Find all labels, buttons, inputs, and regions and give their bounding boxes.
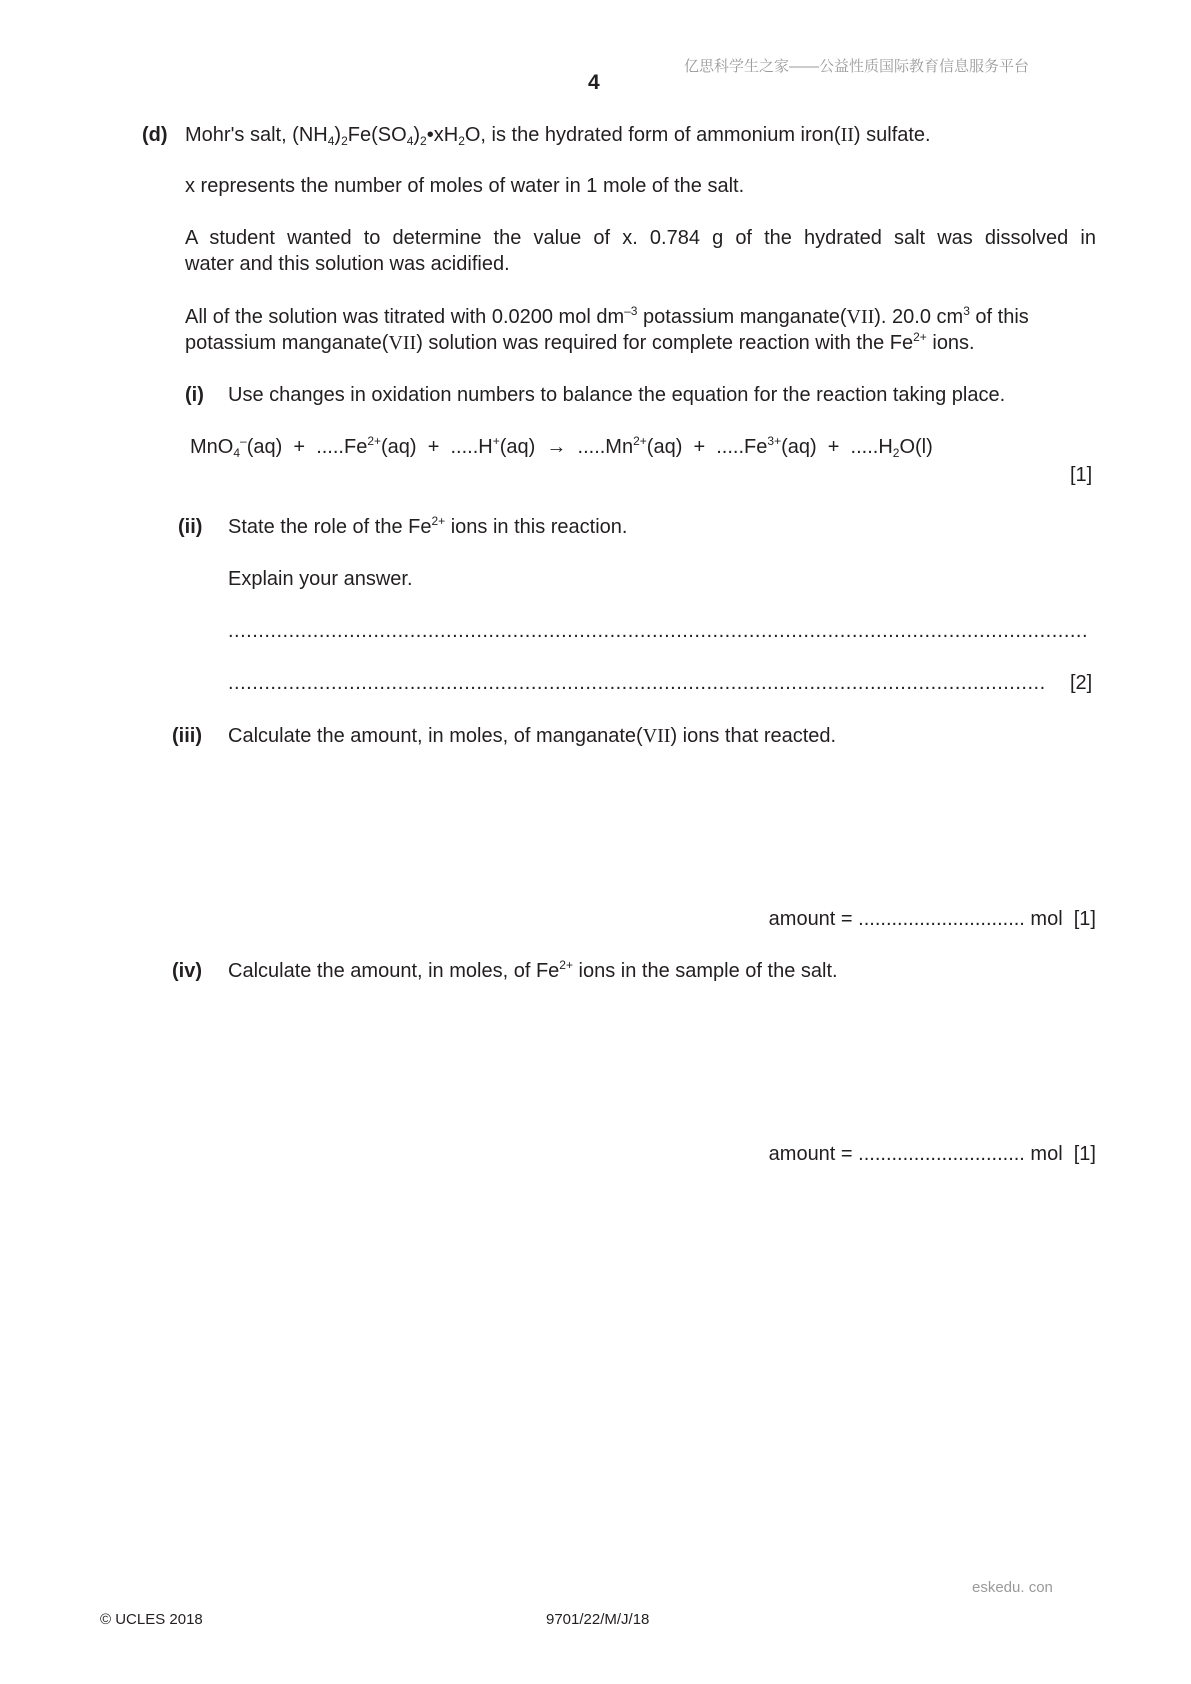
answer-line-2[interactable]: ....................................................................................................................................... <box>228 672 1046 694</box>
footer-paper-code: 9701/22/M/J/18 <box>546 1611 650 1628</box>
part-i-label: (i) <box>185 384 204 406</box>
paragraph-titration-line2: potassium manganate(VII) solution was required for complete reaction with the $Fe^{2+}$ ions. <box>185 330 975 354</box>
question-label: (d) <box>142 124 168 146</box>
question-intro: Mohr's salt, $(NH_4)_2Fe(SO_4)_2•xH_2O$, is the hydrated form of ammonium iron(II) sulfate. <box>185 124 931 148</box>
part-iv-answer[interactable]: amount = .............................. mol [1] <box>768 1143 1096 1165</box>
paragraph-student-line1: A student wanted to determine the value of x. 0.784 g of the hydrated salt was dissolved in <box>185 227 1096 249</box>
part-iv-label: (iv) <box>172 960 202 982</box>
paragraph-x: x represents the number of moles of water in 1 mole of the salt. <box>185 175 745 197</box>
part-iv-text: Calculate the amount, in moles, of $Fe^{2+}$ ions in the sample of the salt. <box>228 958 838 982</box>
answer-line-1[interactable]: .............................................................................................................................................. <box>228 620 1089 642</box>
site-watermark: eskedu. con <box>972 1579 1053 1596</box>
part-i-text: Use changes in oxidation numbers to balance the equation for the reaction taking place. <box>228 384 1006 406</box>
part-iii-text: Calculate the amount, in moles, of manganate(VII) ions that reacted. <box>228 725 837 747</box>
part-ii-text: State the role of the $Fe^{2+}$ ions in this reaction. <box>228 514 628 538</box>
part-iii-answer[interactable]: amount = .............................. mol [1] <box>768 908 1096 930</box>
part-ii-label: (ii) <box>178 516 203 538</box>
footer-copyright: © UCLES 2018 <box>100 1611 203 1628</box>
part-i-marks: [1] <box>1070 464 1093 486</box>
redox-equation: $MnO_4^-(aq) + .....Fe^{2+}(aq) + .....H^+(aq) \to .....Mn^{2+}(aq) + .....Fe^{3+}(aq) + .....H_2O(l)$ <box>190 434 933 460</box>
part-ii-explain: Explain your answer. <box>228 568 413 590</box>
header-watermark: 亿思科学生之家——公益性质国际教育信息服务平台 <box>684 58 1030 75</box>
paragraph-student-line2: water and this solution was acidified. <box>185 253 510 275</box>
page-number: 4 <box>588 71 600 94</box>
paragraph-titration-line1: All of the solution was titrated with 0.0200 mol $dm^{-3}$ potassium manganate(VII). 20.0 $cm^3$ of this <box>185 304 1029 328</box>
part-ii-marks: [2] <box>1070 672 1093 694</box>
part-iii-label: (iii) <box>172 725 202 747</box>
